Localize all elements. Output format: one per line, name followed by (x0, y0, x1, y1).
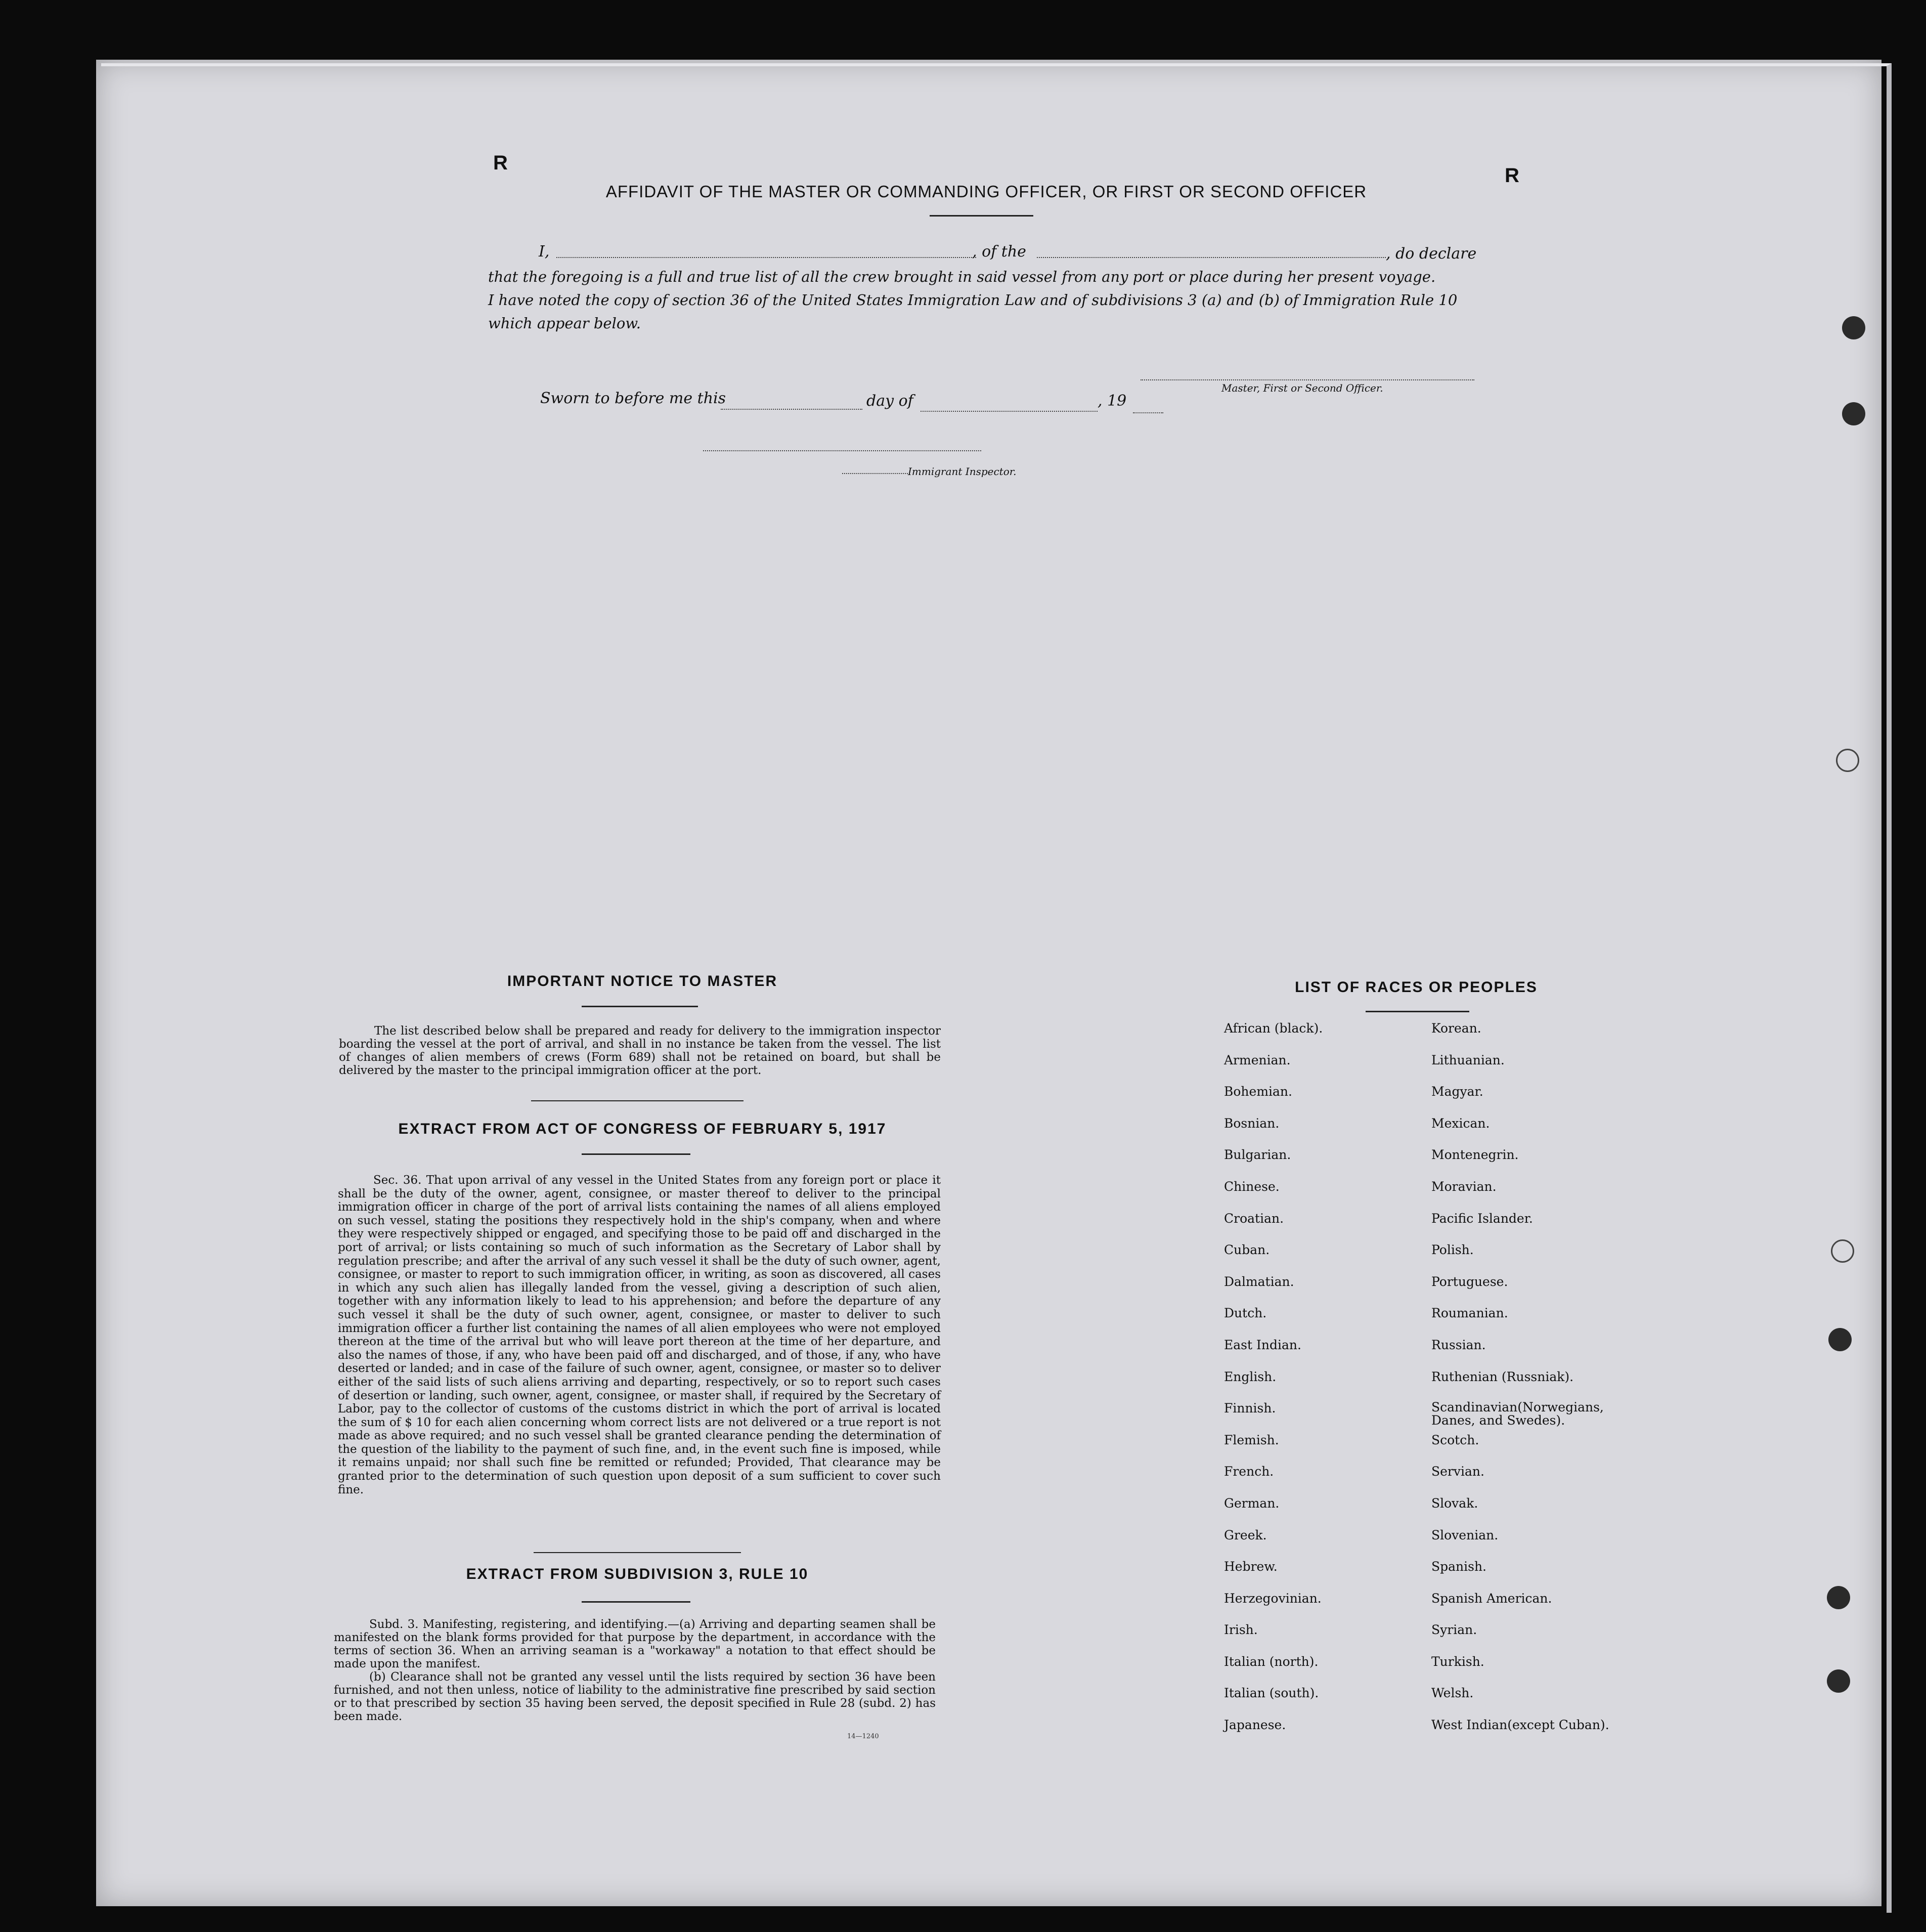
race-item: Russian. (1431, 1337, 1486, 1352)
race-item: Japanese. (1224, 1718, 1286, 1733)
affidavit-title: AFFIDAVIT OF THE MASTER OR COMMANDING OFFICER, OR FIRST OR SECOND OFFICER (605, 182, 1367, 201)
form-number: 14—1240 (847, 1733, 879, 1740)
race-item: Bosnian. (1224, 1115, 1280, 1131)
rule-rule (582, 1601, 690, 1603)
affidavit-line-3: which appear below. (488, 315, 641, 332)
race-item: Moravian. (1431, 1179, 1497, 1194)
race-item: African (black). (1224, 1021, 1323, 1036)
race-item: Scotch. (1431, 1432, 1479, 1447)
race-item: Dutch. (1224, 1306, 1267, 1321)
race-item: German. (1224, 1495, 1280, 1511)
race-item: Syrian. (1431, 1622, 1477, 1638)
inspector-label: Immigrant Inspector. (908, 465, 1017, 478)
act-title: EXTRACT FROM ACT OF CONGRESS OF FEBRUARY 5, 1917 (398, 1121, 887, 1137)
race-item: Slovak. (1431, 1495, 1478, 1511)
notice-title: IMPORTANT NOTICE TO MASTER (507, 973, 778, 990)
race-item: East Indian. (1224, 1337, 1301, 1352)
race-item: Roumanian. (1431, 1306, 1508, 1321)
day-blank[interactable] (721, 409, 862, 410)
race-item: Servian. (1431, 1464, 1484, 1479)
i-label: I, (539, 243, 550, 261)
binder-clip (1842, 316, 1865, 339)
race-item: Greek. (1224, 1527, 1267, 1542)
race-item: Welsh. (1431, 1686, 1474, 1701)
signature-label: Master, First or Second Officer. (1221, 382, 1383, 394)
month-blank[interactable] (921, 411, 1098, 412)
affidavit-line-2: I have noted the copy of section 36 of the United States Immigration Law and of subdivisions 3 (a) and (b) of Immigration Rule 10 (488, 291, 1458, 309)
do-declare-label: , do declare (1386, 245, 1477, 263)
race-item: Polish. (1431, 1242, 1474, 1258)
punch-hole (1836, 749, 1859, 772)
notice-rule (582, 1006, 698, 1007)
rule-title: EXTRACT FROM SUBDIVISION 3, RULE 10 (466, 1566, 809, 1582)
race-item: French. (1224, 1464, 1274, 1479)
race-item: Chinese. (1224, 1179, 1280, 1194)
race-item: Slovenian. (1431, 1527, 1499, 1542)
race-item: Turkish. (1431, 1654, 1484, 1669)
inspector-blank-2[interactable] (842, 473, 908, 474)
race-item: Bohemian. (1224, 1084, 1292, 1099)
act-divider (534, 1552, 741, 1553)
punch-hole (1828, 1328, 1852, 1351)
notice-text: The list described below shall be prepared and ready for delivery to the immigration inspector boarding the vessel at the port of arrival, and shall in no instance be taken from the vessel. The list of changes of alien members of crews (Form 689) shall not be retained on board, but shall be delivered by the master to the principal immigration officer at the port. (339, 1024, 941, 1077)
race-item: English. (1224, 1369, 1277, 1384)
race-item: Croatian. (1224, 1211, 1284, 1226)
vessel-blank[interactable] (1037, 257, 1386, 258)
name-blank[interactable] (556, 257, 976, 258)
notice-divider (531, 1100, 743, 1101)
race-item: West Indian(except Cuban). (1431, 1718, 1609, 1733)
act-text: Sec. 36. That upon arrival of any vessel in the United States from any foreign port or place it shall be the duty of the owner, agent, consignee, or master thereof to deliver to the principal immigration officer in charge of the port of arrival lists containing the names of all aliens employed on such vessel, stating the positions they respectively hold in the ship's company, when and where they were respectively shipped or engaged, and specifying those to be paid off and discharged in the port of arrival; or lists containing so much of such information as the Secretary of Labor shall by regulation prescribe; and after the arrival of any such vessel it shall be the duty of such owner, agent, consignee, or master to report to such immigration officer, in writing, as soon as discovered, all cases in which any such alien has illegally landed from the vessel, giving a description of such alien, together with any information likely to lead to his apprehension; and before the departure of any such vessel it shall be the duty of such owner, agent, consignee, or master to deliver to such immigration officer a further list containing the names of all alien employees who were not employed thereon at the time of the arrival but who will leave port thereon at the time of her departure, and also the names of those, if any, who have been paid off and discharged, and of those, if any, who have deserted or landed; and in case of the failure of such owner, agent, consignee, or master so to deliver either of the said lists of such aliens arriving and departing, respectively, or so to report such cases of desertion or landing, such owner, agent, consignee, or master shall, if required by the Secretary of Labor, pay to the collector of customs of the customs district in which the port of arrival is located the sum of $ 10 for each alien concerning whom correct lists are not delivered or a true report is not made as above required; and no such vessel shall be granted clearance pending the determination of the question of the liability to the payment of such fine, and, in the event such fine is imposed, while it remains unpaid; nor shall such fine be remitted or refunded; Provided, That clearance may be granted prior to the determination of such question upon deposit of a sum sufficient to cover such fine. (338, 1174, 941, 1496)
punch-hole (1831, 1239, 1854, 1263)
race-item: Korean. (1431, 1021, 1481, 1036)
race-item: Ruthenian (Russniak). (1431, 1369, 1574, 1384)
race-item: Armenian. (1224, 1052, 1291, 1067)
race-item: Hebrew. (1224, 1559, 1278, 1574)
race-item: Montenegrin. (1431, 1147, 1519, 1163)
race-item: Spanish American. (1431, 1591, 1552, 1606)
race-item: Finnish. (1224, 1401, 1276, 1416)
race-item: Magyar. (1431, 1084, 1483, 1099)
punch-hole (1827, 1586, 1850, 1609)
race-item: Flemish. (1224, 1432, 1279, 1447)
of-the-label: , of the (972, 243, 1026, 261)
race-item: Mexican. (1431, 1115, 1490, 1131)
sworn-label: Sworn to before me this (540, 390, 726, 407)
inspector-blank[interactable] (703, 450, 981, 451)
race-item: Cuban. (1224, 1242, 1270, 1258)
race-item: Lithuanian. (1431, 1052, 1505, 1067)
signature-blank[interactable] (1141, 379, 1474, 380)
race-item: Italian (north). (1224, 1654, 1319, 1669)
rule-text: Subd. 3. Manifesting, registering, and identifying.—(a) Arriving and departing seamen shall be manifested on the blank forms provided for that purpose by the department, in accordance with the terms of section 36. When an arriving seaman is a "workaway" a notation to that effect should be made upon the manifest. (b) Clearance shall not be granted any vessel until the lists required by section 36 have been furnished, and not then unless, notice of liability to the administrative fine prescribed by said section or to that prescribed by section 35 having been served, the deposit specified in Rule 28 (subd. 2) has been made. (334, 1618, 936, 1723)
act-rule (582, 1153, 690, 1155)
races-left-column (1224, 1021, 1323, 1749)
year-label: , 19 (1098, 392, 1127, 410)
race-item: Pacific Islander. (1431, 1211, 1533, 1226)
race-item: Bulgarian. (1224, 1147, 1291, 1163)
races-rule (1366, 1011, 1469, 1012)
races-title: LIST OF RACES OR PEOPLES (1295, 979, 1538, 996)
punch-hole (1827, 1669, 1850, 1693)
race-item: Spanish. (1431, 1559, 1487, 1574)
race-item: Portuguese. (1431, 1274, 1508, 1289)
race-item: Italian (south). (1224, 1686, 1319, 1701)
race-item: Scandinavian(Norwegians, Danes, and Swedes). (1431, 1400, 1604, 1428)
race-item: Herzegovinian. (1224, 1591, 1322, 1606)
stamp-mark: R (493, 152, 508, 174)
stamp-mark: R (1505, 164, 1519, 187)
year-blank[interactable] (1133, 412, 1163, 413)
day-of-label: day of (866, 392, 913, 410)
races-right-column (1431, 1021, 1613, 1749)
punch-hole (1842, 402, 1865, 425)
race-item: Dalmatian. (1224, 1274, 1294, 1289)
race-item: Irish. (1224, 1622, 1258, 1638)
affidavit-line-1: that the foregoing is a full and true list of all the crew brought in said vessel from any port or place during her present voyage. (488, 268, 1436, 285)
title-rule (930, 215, 1033, 217)
